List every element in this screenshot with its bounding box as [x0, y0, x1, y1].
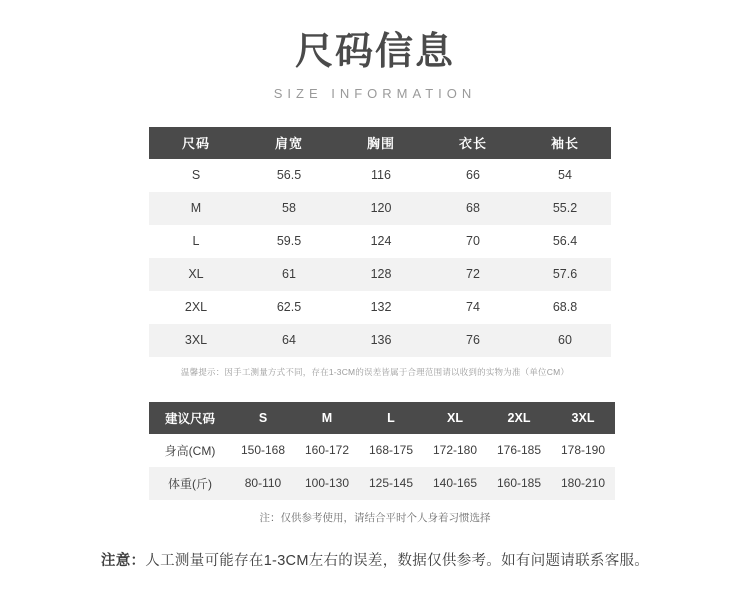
size-cell: 132	[335, 291, 427, 324]
size-cell: M	[149, 192, 243, 225]
size-cell: 55.2	[519, 192, 611, 225]
size-cell: 2XL	[149, 291, 243, 324]
recommend-table-header-row	[149, 402, 615, 434]
measurement-note: 温馨提示：因手工测量方式不同，存在1-3CM的误差皆属于合理范围请以收到的实物为准（单位CM）	[180, 366, 570, 377]
size-table-col-2: 胸围	[335, 127, 427, 159]
reference-note: 注：仅供参考使用，请结合平时个人身着习惯选择	[259, 511, 491, 524]
size-cell: L	[149, 225, 243, 258]
size-cell: 120	[335, 192, 427, 225]
size-cell: 68.8	[519, 291, 611, 324]
size-cell: 74	[427, 291, 519, 324]
size-table	[149, 127, 611, 357]
footer-warning	[0, 549, 750, 570]
size-cell: 61	[243, 258, 335, 291]
recommend-table-body	[149, 434, 615, 500]
size-table-col-0: 尺码	[149, 127, 243, 159]
size-table-col-1: 肩宽	[243, 127, 335, 159]
size-cell: 56.4	[519, 225, 611, 258]
page-subtitle: SIZE INFORMATION	[273, 85, 477, 101]
recommend-row-label: 身高(CM)	[149, 434, 231, 467]
table-row	[149, 291, 611, 324]
size-cell: 64	[243, 324, 335, 357]
recommend-cell: 176-185	[487, 434, 551, 467]
size-cell: 3XL	[149, 324, 243, 357]
size-cell: 68	[427, 192, 519, 225]
size-cell: 136	[335, 324, 427, 357]
recommend-cell: 80-110	[231, 467, 295, 500]
size-cell: 76	[427, 324, 519, 357]
recommend-col-5: 2XL	[487, 402, 551, 434]
recommend-cell: 168-175	[359, 434, 423, 467]
size-cell: 128	[335, 258, 427, 291]
table-row	[149, 225, 611, 258]
recommend-col-1: S	[231, 402, 295, 434]
size-cell: 124	[335, 225, 427, 258]
size-cell: S	[149, 159, 243, 192]
size-table-head	[149, 127, 611, 159]
recommend-col-3: L	[359, 402, 423, 434]
recommend-col-2: M	[295, 402, 359, 434]
size-cell: 116	[335, 159, 427, 192]
footer-warning-label: 注意：	[100, 552, 146, 569]
recommend-cell: 160-172	[295, 434, 359, 467]
recommend-table-head	[149, 402, 615, 434]
size-cell: 60	[519, 324, 611, 357]
recommend-row-label: 体重(斤)	[149, 467, 231, 500]
size-table-wrapper	[149, 127, 601, 357]
table-row	[149, 258, 611, 291]
table-row	[149, 467, 615, 500]
recommend-cell: 140-165	[423, 467, 487, 500]
table-row	[149, 192, 611, 225]
recommend-cell: 100-130	[295, 467, 359, 500]
recommend-table	[149, 402, 615, 500]
recommend-col-6: 3XL	[551, 402, 615, 434]
size-table-col-3: 衣长	[427, 127, 519, 159]
recommend-col-0: 建议尺码	[149, 402, 231, 434]
size-cell: 54	[519, 159, 611, 192]
recommend-cell: 150-168	[231, 434, 295, 467]
size-cell: 57.6	[519, 258, 611, 291]
page-title: 尺码信息	[294, 31, 455, 73]
size-table-col-4: 袖长	[519, 127, 611, 159]
page-header	[0, 0, 750, 101]
size-cell: XL	[149, 258, 243, 291]
size-cell: 56.5	[243, 159, 335, 192]
size-cell: 62.5	[243, 291, 335, 324]
size-cell: 70	[427, 225, 519, 258]
recommend-cell: 125-145	[359, 467, 423, 500]
recommend-col-4: XL	[423, 402, 487, 434]
table-row	[149, 159, 611, 192]
table-row	[149, 434, 615, 467]
footer-warning-text: 人工测量可能存在1-3CM左右的误差，数据仅供参考。如有问题请联系客服。	[145, 552, 650, 569]
size-cell: 72	[427, 258, 519, 291]
recommend-cell: 180-210	[551, 467, 615, 500]
size-table-body	[149, 159, 611, 357]
recommend-table-wrapper	[149, 402, 606, 500]
recommend-cell: 172-180	[423, 434, 487, 467]
size-cell: 59.5	[243, 225, 335, 258]
size-cell: 58	[243, 192, 335, 225]
size-table-header-row	[149, 127, 611, 159]
recommend-cell: 178-190	[551, 434, 615, 467]
size-cell: 66	[427, 159, 519, 192]
table-row	[149, 324, 611, 357]
recommend-cell: 160-185	[487, 467, 551, 500]
